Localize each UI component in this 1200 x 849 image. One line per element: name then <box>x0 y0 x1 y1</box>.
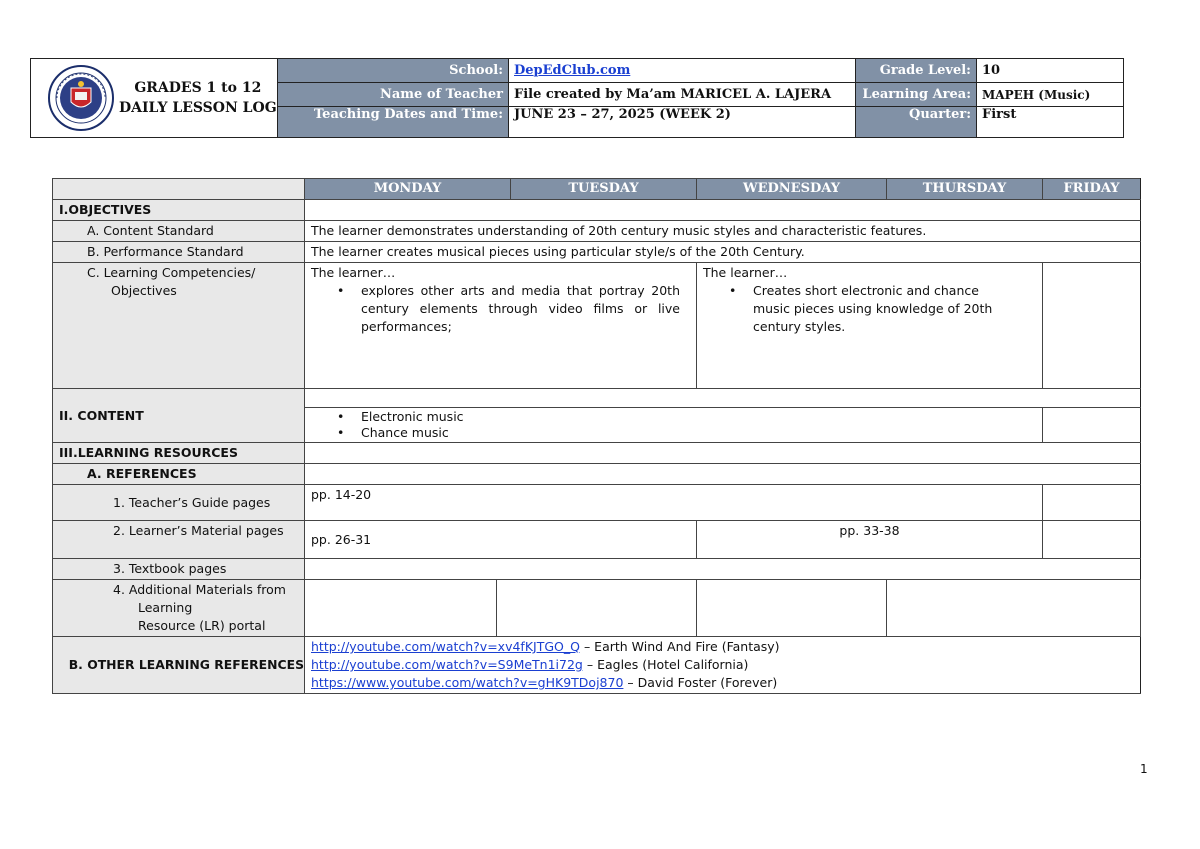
competencies-label-1: C. Learning Competencies/ <box>87 265 256 280</box>
reference-desc-3: – David Foster (Forever) <box>623 675 778 690</box>
lm-value-2: pp. 33-38 <box>697 521 1043 559</box>
content-blank <box>305 389 1141 408</box>
reference-link-3[interactable]: https://www.youtube.com/watch?v=gHK9TDoj870 <box>311 675 624 690</box>
dates-value: JUNE 23 – 27, 2025 (WEEK 2) <box>509 107 856 138</box>
grade-value: 10 <box>977 59 1124 83</box>
performance-standard-value: The learner creates musical pieces using particular style/s of the 20th Century. <box>305 242 1141 263</box>
reference-link-1[interactable]: http://youtube.com/watch?v=xv4fKJTGO_Q <box>311 639 580 654</box>
content-standard-label: A. Content Standard <box>53 221 305 242</box>
reference-line-3 <box>311 674 1134 692</box>
tg-value: pp. 14-20 <box>305 485 1043 521</box>
competencies-label <box>53 263 305 389</box>
quarter-label: Quarter: <box>856 107 977 138</box>
content-item-1: • Electronic music <box>361 409 1036 425</box>
additional-wed <box>697 580 887 637</box>
school-value <box>509 59 856 83</box>
content-item-2: • Chance music <box>361 425 1036 441</box>
additional-mon <box>305 580 497 637</box>
quarter-value: First <box>977 107 1124 138</box>
tb-blank <box>305 559 1141 580</box>
lm-label: 2. Learner’s Material pages <box>53 521 305 559</box>
grade-label: Grade Level: <box>856 59 977 83</box>
title-cell <box>31 59 278 138</box>
additional-label-2: Learning <box>138 600 193 615</box>
lm-value-1: pp. 26-31 <box>305 521 697 559</box>
additional-label-1: 4. Additional Materials from <box>113 582 286 597</box>
competency-intro-2: The learner… <box>703 265 788 280</box>
school-label: School: <box>278 59 509 83</box>
reference-desc-1: – Earth Wind And Fire (Fantasy) <box>579 639 780 654</box>
area-value: MAPEH (Music) <box>977 83 1124 107</box>
days-row <box>53 179 1141 200</box>
school-link[interactable]: DepEdClub.com <box>514 63 631 78</box>
additional-label <box>53 580 305 637</box>
resources-blank <box>305 443 1141 464</box>
content-heading-cell <box>53 389 305 443</box>
page-number: 1 <box>1140 762 1148 776</box>
competency-wed-thu <box>697 263 1043 389</box>
corner-cell <box>53 179 305 200</box>
additional-label-3: Resource (LR) portal <box>138 618 266 633</box>
reference-desc-2: – Eagles (Hotel California) <box>582 657 749 672</box>
competency-fri <box>1043 263 1141 389</box>
lesson-table <box>52 178 1141 694</box>
content-items <box>305 408 1043 443</box>
content-fri <box>1043 408 1141 443</box>
other-references-links <box>305 637 1141 694</box>
dates-label: Teaching Dates and Time: <box>278 107 509 138</box>
day-tuesday: TUESDAY <box>511 179 697 200</box>
other-references-heading: B. OTHER LEARNING REFERENCES <box>53 637 305 694</box>
content-heading: II. CONTENT <box>59 407 144 423</box>
content-standard-value: The learner demonstrates understanding of 20th century music styles and characteristic features. <box>305 221 1141 242</box>
references-heading: A. REFERENCES <box>53 464 305 485</box>
day-thursday: THURSDAY <box>887 179 1043 200</box>
references-blank <box>305 464 1141 485</box>
competency-item-2: • Creates short electronic and chance music pieces using knowledge of 20th century styles. <box>753 282 1012 336</box>
tg-fri <box>1043 485 1141 521</box>
competency-mon-tue <box>305 263 697 389</box>
reference-line-1 <box>311 638 1134 656</box>
tg-label: 1. Teacher’s Guide pages <box>53 485 305 521</box>
day-friday: FRIDAY <box>1043 179 1141 200</box>
lm-fri <box>1043 521 1141 559</box>
resources-heading: III.LEARNING RESOURCES <box>53 443 305 464</box>
performance-standard-label: B. Performance Standard <box>53 242 305 263</box>
reference-link-2[interactable]: http://youtube.com/watch?v=S9MeTn1i72g <box>311 657 583 672</box>
additional-tue <box>497 580 697 637</box>
competency-intro-1: The learner… <box>311 265 396 280</box>
teacher-label: Name of Teacher <box>278 83 509 107</box>
title-line-2: DAILY LESSON LOG <box>119 100 277 116</box>
tb-label: 3. Textbook pages <box>53 559 305 580</box>
day-wednesday: WEDNESDAY <box>697 179 887 200</box>
deped-seal-icon <box>47 64 115 132</box>
additional-thu <box>887 580 1141 637</box>
reference-line-2 <box>311 656 1134 674</box>
teacher-value: File created by Ma’am MARICEL A. LAJERA <box>509 83 856 107</box>
header-table <box>30 58 1124 138</box>
competency-item-1: • explores other arts and media that portray 20th century elements through video films or live performances; <box>361 282 680 336</box>
objectives-heading: I.OBJECTIVES <box>53 200 305 221</box>
area-label: Learning Area: <box>856 83 977 107</box>
day-monday: MONDAY <box>305 179 511 200</box>
objectives-blank <box>305 200 1141 221</box>
competencies-label-2: Objectives <box>111 283 177 298</box>
title-line-1: GRADES 1 to 12 <box>134 80 262 96</box>
